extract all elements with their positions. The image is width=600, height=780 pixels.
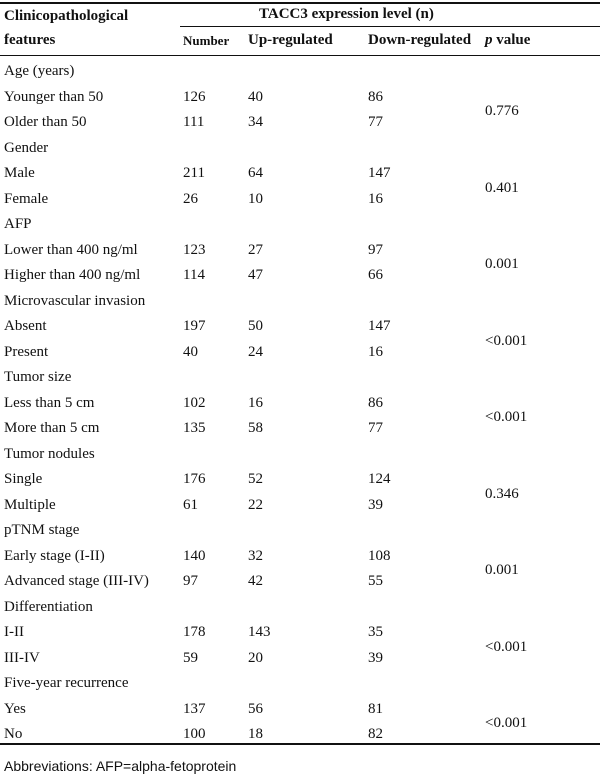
cell-up-regulated: 27	[248, 241, 263, 258]
cell-up-regulated: 18	[248, 726, 263, 742]
cell-number: 135	[183, 420, 206, 436]
cell-down-regulated: 147	[368, 318, 391, 334]
row-label: Lower than 400 ng/ml	[4, 241, 138, 258]
section-title: Tumor size	[4, 369, 72, 385]
row-label: Younger than 50	[4, 88, 104, 105]
cell-down-regulated: 82	[368, 726, 383, 742]
p-value: <0.001	[485, 638, 528, 655]
cell-up-regulated: 52	[248, 471, 263, 487]
header-bottom-rule	[0, 55, 600, 56]
p-value: <0.001	[485, 409, 528, 426]
row-label: I-II	[4, 624, 24, 640]
row-label: Yes	[4, 700, 26, 717]
cell-up-regulated: 56	[248, 700, 263, 717]
row-label: Higher than 400 ng/ml	[4, 267, 141, 283]
cell-number: 59	[183, 649, 198, 666]
section-title: Differentiation	[4, 598, 93, 615]
header-clinicopathological: Clinicopathological	[4, 8, 129, 24]
cell-up-regulated: 34	[248, 114, 263, 130]
p-value: 0.346	[485, 485, 519, 502]
cell-down-regulated: 55	[368, 573, 383, 589]
cell-number: 126	[183, 88, 206, 105]
section-title: Tumor nodules	[4, 445, 95, 462]
header-up-regulated: Up-regulated	[248, 32, 333, 48]
cell-up-regulated: 42	[248, 573, 263, 589]
row-label: Male	[4, 165, 35, 181]
p-value: 0.776	[485, 103, 519, 120]
cell-up-regulated: 47	[248, 267, 263, 283]
header-number: Number	[183, 33, 230, 48]
p-value: 0.001	[485, 256, 519, 273]
row-label: No	[4, 726, 23, 742]
cell-down-regulated: 108	[368, 547, 391, 564]
cell-number: 97	[183, 573, 198, 589]
cell-down-regulated: 86	[368, 88, 383, 105]
cell-down-regulated: 16	[368, 190, 383, 207]
cell-down-regulated: 16	[368, 343, 383, 360]
cell-up-regulated: 50	[248, 318, 263, 334]
table-bottom-rule	[0, 743, 600, 745]
row-label: Less than 5 cm	[4, 394, 95, 411]
header-features: features	[4, 32, 56, 48]
p-value: 0.401	[485, 179, 519, 196]
group-header-rule	[180, 26, 600, 27]
cell-number: 178	[183, 624, 206, 640]
row-label: Absent	[4, 318, 47, 334]
row-label: Single	[4, 471, 43, 487]
header-down-regulated: Down-regulated	[368, 32, 472, 48]
section-title: Microvascular invasion	[4, 292, 146, 309]
cell-number: 102	[183, 394, 206, 411]
cell-up-regulated: 32	[248, 547, 263, 564]
cell-up-regulated: 20	[248, 649, 263, 666]
cell-number: 61	[183, 496, 198, 513]
p-value: <0.001	[485, 332, 528, 349]
table-top-rule	[0, 2, 600, 4]
row-label: More than 5 cm	[4, 420, 100, 436]
section-title: Age (years)	[4, 63, 75, 79]
cell-up-regulated: 40	[248, 88, 263, 105]
cell-down-regulated: 77	[368, 420, 383, 436]
cell-number: 26	[183, 190, 198, 207]
cell-up-regulated: 10	[248, 190, 263, 207]
cell-up-regulated: 16	[248, 394, 263, 411]
row-label: Female	[4, 190, 49, 207]
p-value: <0.001	[485, 715, 528, 732]
cell-number: 114	[183, 267, 205, 283]
row-label: Early stage (I-II)	[4, 547, 105, 564]
header-value-text: value	[492, 32, 531, 48]
cell-up-regulated: 58	[248, 420, 263, 436]
cell-number: 40	[183, 343, 198, 360]
header-group-tacc3: TACC3 expression level (n)	[259, 6, 434, 22]
header-p-italic: p	[485, 32, 493, 48]
cell-down-regulated: 39	[368, 649, 383, 666]
cell-number: 100	[183, 726, 206, 742]
cell-number: 111	[183, 114, 205, 130]
row-label: III-IV	[4, 649, 40, 666]
cell-down-regulated: 39	[368, 496, 383, 513]
cell-up-regulated: 64	[248, 165, 263, 181]
cell-down-regulated: 97	[368, 241, 383, 258]
footnote-abbreviations: Abbreviations: AFP=alpha-fetoprotein	[4, 758, 237, 774]
section-title: Gender	[4, 139, 49, 156]
section-title: AFP	[4, 216, 32, 232]
p-value: 0.001	[485, 562, 519, 579]
row-label: Multiple	[4, 496, 56, 513]
section-title: Five-year recurrence	[4, 675, 129, 691]
cell-number: 197	[183, 318, 206, 334]
section-title: pTNM stage	[4, 522, 80, 538]
cell-up-regulated: 24	[248, 343, 263, 360]
cell-down-regulated: 124	[368, 471, 391, 487]
cell-number: 176	[183, 471, 206, 487]
cell-down-regulated: 66	[368, 267, 383, 283]
row-label: Advanced stage (III-IV)	[4, 573, 149, 589]
cell-number: 137	[183, 700, 206, 717]
cell-up-regulated: 22	[248, 496, 263, 513]
row-label: Older than 50	[4, 114, 87, 130]
header-p-value	[485, 33, 530, 48]
cell-number: 140	[183, 547, 206, 564]
cell-down-regulated: 147	[368, 165, 391, 181]
cell-down-regulated: 77	[368, 114, 383, 130]
cell-up-regulated: 143	[248, 624, 271, 640]
row-label: Present	[4, 343, 49, 360]
cell-number: 211	[183, 165, 205, 181]
cell-down-regulated: 35	[368, 624, 383, 640]
cell-down-regulated: 86	[368, 394, 383, 411]
cell-number: 123	[183, 241, 206, 258]
cell-down-regulated: 81	[368, 700, 383, 717]
